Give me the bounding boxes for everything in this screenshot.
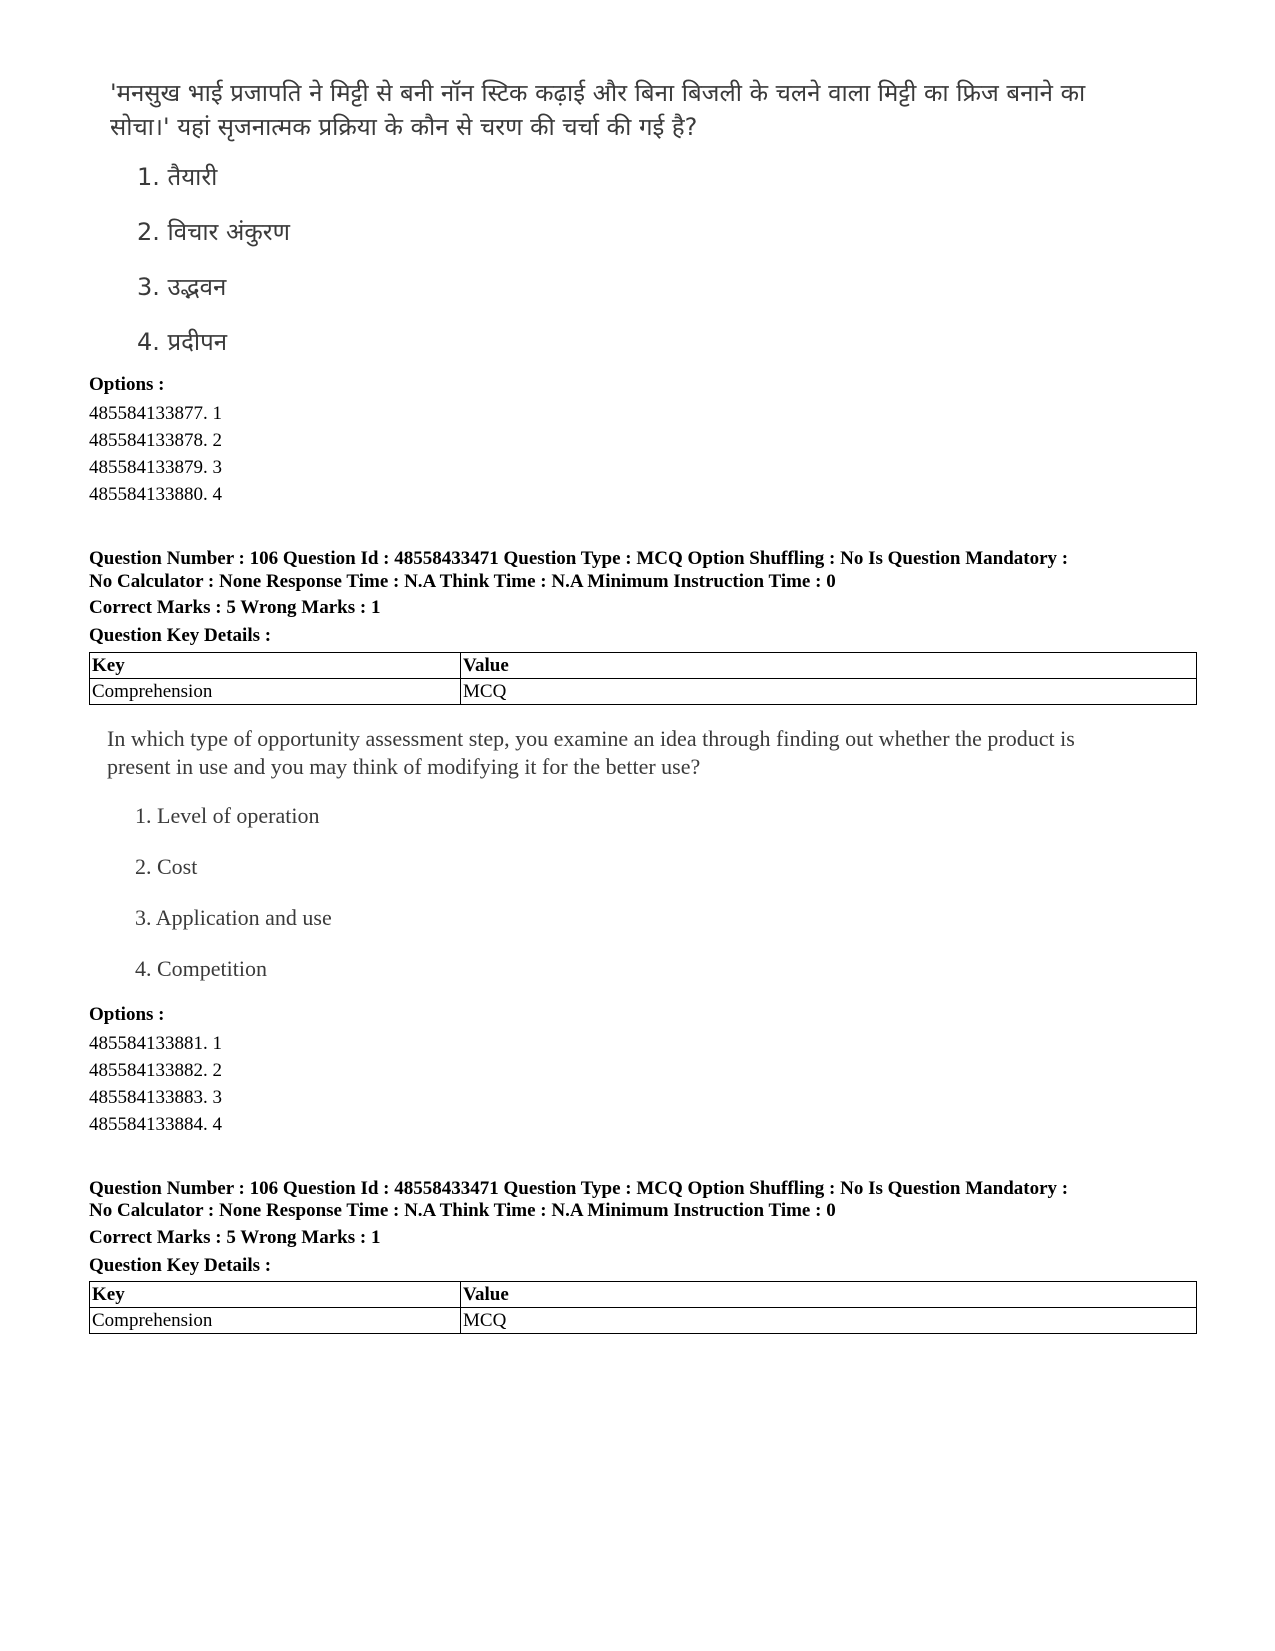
table-row <box>90 679 1197 705</box>
question-meta-line: No Calculator : None Response Time : N.A Think Time : N.A Minimum Instruction Time : 0 <box>89 571 836 592</box>
choice-item: 3. Application and use <box>135 905 332 930</box>
option-line: 485584133882. 2 <box>89 1060 222 1081</box>
table-header-value: Value <box>461 1282 1197 1308</box>
question-meta-line: No Calculator : None Response Time : N.A Think Time : N.A Minimum Instruction Time : 0 <box>89 1200 836 1221</box>
option-line: 485584133883. 3 <box>89 1087 222 1108</box>
table-header-key: Key <box>90 653 461 679</box>
question-stem-line: In which type of opportunity assessment step, you examine an idea through finding out whether the product is <box>107 726 1075 751</box>
marks-line: Correct Marks : 5 Wrong Marks : 1 <box>89 1227 381 1248</box>
table-cell-value: MCQ <box>461 679 1197 705</box>
options-label: Options : <box>89 1004 165 1025</box>
question-stem <box>107 725 1217 781</box>
option-line: 485584133878. 2 <box>89 430 222 451</box>
choice-item: 2. विचार अंकुरण <box>137 218 290 246</box>
table-cell-value: MCQ <box>461 1308 1197 1334</box>
question-stem-line: present in use and you may think of modifying it for the better use? <box>107 754 701 779</box>
marks-line: Correct Marks : 5 Wrong Marks : 1 <box>89 597 381 618</box>
question-stem-line: सोचा।' यहां सृजनात्मक प्रक्रिया के कौन से चरण की चर्चा की गई है? <box>110 113 698 141</box>
option-line: 485584133880. 4 <box>89 484 222 505</box>
choice-item: 4. Competition <box>135 956 267 981</box>
choice-item: 3. उद्भवन <box>137 273 227 301</box>
table-row <box>90 1308 1197 1334</box>
table-header-row <box>90 1282 1197 1308</box>
key-details-label: Question Key Details : <box>89 1255 272 1276</box>
option-line: 485584133877. 1 <box>89 403 222 424</box>
table-header-key: Key <box>90 1282 461 1308</box>
option-line: 485584133879. 3 <box>89 457 222 478</box>
options-label: Options : <box>89 374 165 395</box>
choice-item: 2. Cost <box>135 854 198 879</box>
table-cell-key: Comprehension <box>90 1308 461 1334</box>
question-meta-line: Question Number : 106 Question Id : 48558433471 Question Type : MCQ Option Shuffling : No Is Question Mandatory : <box>89 1178 1069 1199</box>
table-cell-key: Comprehension <box>90 679 461 705</box>
table-header-value: Value <box>461 653 1197 679</box>
table-header-row <box>90 653 1197 679</box>
question-stem-line: 'मनसुख भाई प्रजापति ने मिट्टी से बनी नॉन स्टिक कढ़ाई और बिना बिजली के चलने वाला मिट्टी का फ्रिज बनाने का <box>110 79 1086 107</box>
choice-item: 4. प्रदीपन <box>137 328 228 356</box>
key-details-label: Question Key Details : <box>89 625 272 646</box>
question-meta-line: Question Number : 106 Question Id : 48558433471 Question Type : MCQ Option Shuffling : No Is Question Mandatory : <box>89 548 1069 569</box>
choice-item: 1. Level of operation <box>135 803 320 828</box>
option-line: 485584133884. 4 <box>89 1114 222 1135</box>
question-stem <box>110 76 1210 144</box>
key-details-table <box>89 1281 1197 1334</box>
option-line: 485584133881. 1 <box>89 1033 222 1054</box>
choice-item: 1. तैयारी <box>137 163 218 191</box>
key-details-table <box>89 652 1197 705</box>
